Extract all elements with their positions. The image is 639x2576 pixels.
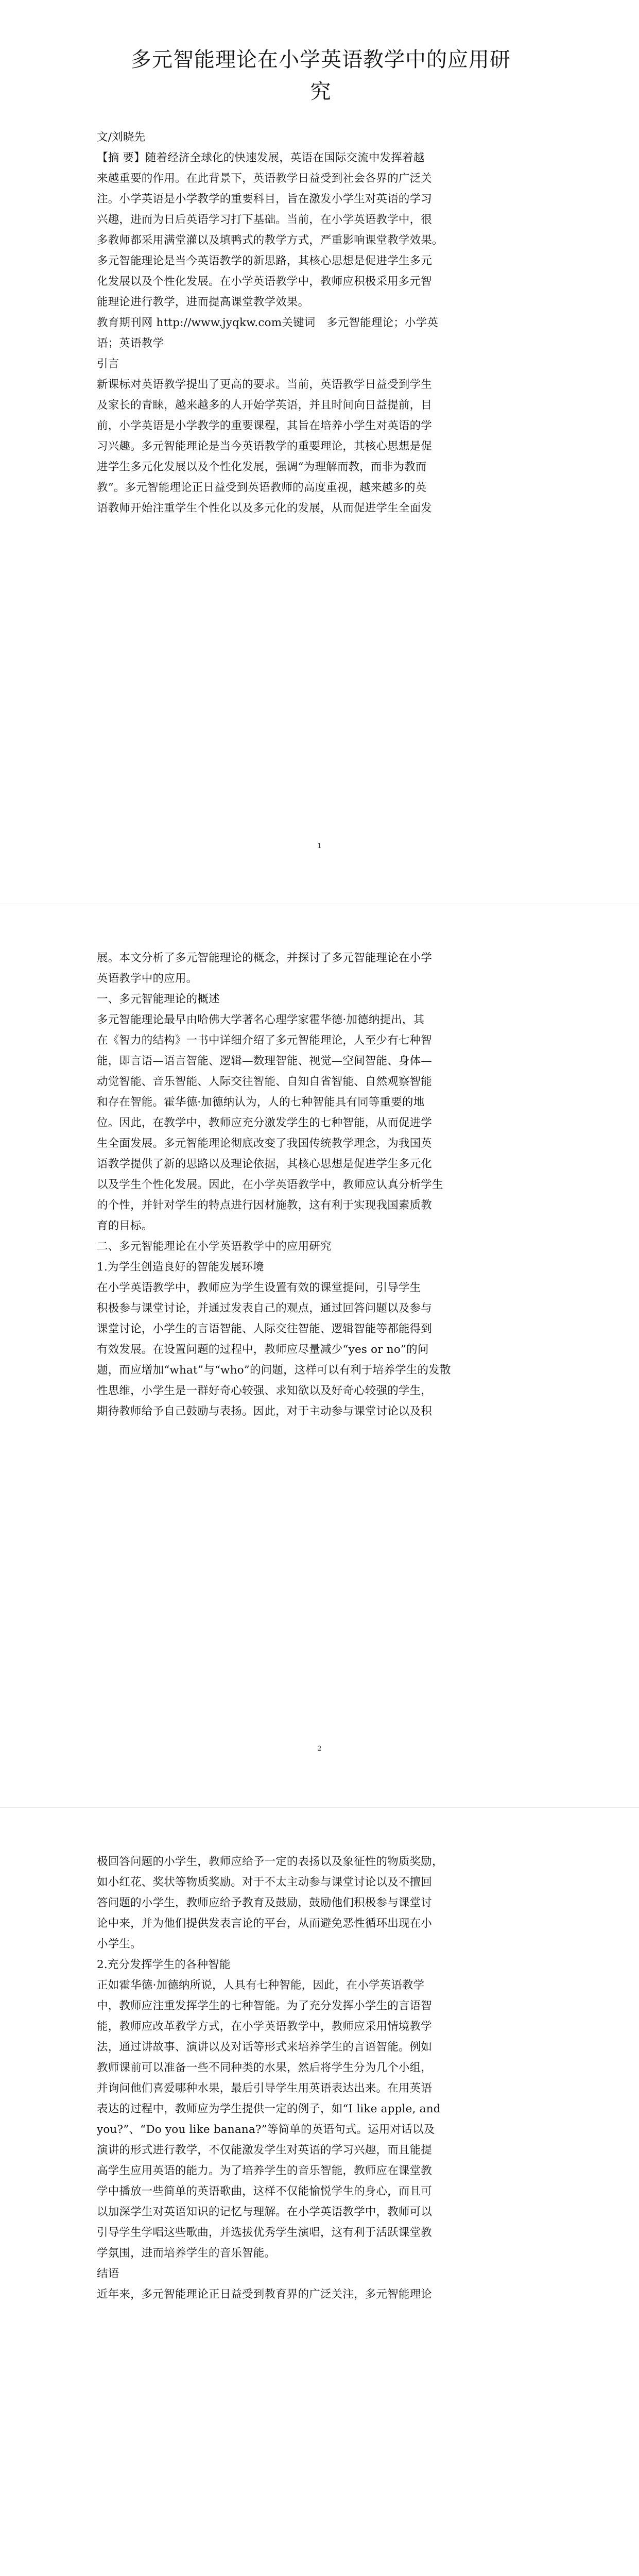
abstract <box>97 148 545 354</box>
page-3-content <box>97 1852 545 2305</box>
body-line: 中，教师应注重发挥学生的七种智能。为了充分发挥小学生的言语智 <box>97 1999 433 2012</box>
body-line: 并询问他们喜爱哪种水果，最后引导学生用英语表达出来。在用英语 <box>97 2082 433 2095</box>
body-line: 引导学生学唱这些歌曲，并选拔优秀学生演唱，这有利于活跃课堂教 <box>97 2226 433 2239</box>
abstract-line: 化发展以及个性化发展。在小学英语教学中，教师应积极采用多元智 <box>97 275 433 288</box>
page-number: 2 <box>317 1745 322 1753</box>
body-line: 展。本文分析了多元智能理论的概念，并探讨了多元智能理论在小学 <box>97 952 433 964</box>
intro-line: 教”。多元智能理论正日益受到英语教师的高度重视，越来越多的英 <box>97 481 427 494</box>
abstract-line: 注。小学英语是小学教学的重要科目，旨在激发小学生对英语的学习 <box>97 193 433 206</box>
intro-line: 语教师开始注重学生个性化以及多元化的发展，从而促进学生全面发 <box>97 502 433 515</box>
body-line: 极回答问题的小学生，教师应给予一定的表扬以及象征性的物质奖励， <box>97 1855 443 1868</box>
body-line: 学中播放一些简单的英语歌曲，这样不仅能愉悦学生的身心，而且可 <box>97 2185 433 2198</box>
abstract-line: 多元智能理论是当今英语教学的新思路，其核心思想是促进学生多元 <box>97 255 433 267</box>
body-line: 正如霍华德·加德纳所说，人具有七种智能，因此，在小学英语教学 <box>97 1979 425 1992</box>
body-line: 英语教学中的应用。 <box>97 972 198 985</box>
body-line: 性思维，小学生是一群好奇心较强、求知欲以及好奇心较强的学生， <box>97 1384 433 1397</box>
body-line: 生全面发展。多元智能理论彻底改变了我国传统教学理念，为我国英 <box>97 1137 433 1150</box>
body-line: 论中来，并为他们提供发表言论的平台，从而避免恶性循环出现在小 <box>97 1917 433 1930</box>
page-2-content <box>97 948 545 1422</box>
body-line: 如小红花、奖状等物质奖励。对于不太主动参与课堂讨论以及不擅回 <box>97 1876 433 1889</box>
body-line: 小学生。 <box>97 1938 142 1951</box>
intro-line: 进学生多元化发展以及个性化发展，强调“为理解而教，而非为教而 <box>97 461 427 473</box>
title-line-1: 多元智能理论在小学英语教学中的应用研 <box>131 48 511 72</box>
body-line: you?”、“Do you like banana?”等简单的英语句式。运用对话以及 <box>97 2123 435 2136</box>
body-line: 演讲的形式进行教学，不仅能激发学生对英语的学习兴趣，而且能提 <box>97 2144 433 2157</box>
abstract-line: 语；英语教学 <box>97 337 164 350</box>
intro-line: 习兴趣。多元智能理论是当今英语教学的重要理论，其核心思想是促 <box>97 440 433 453</box>
intro-line: 前，小学英语是小学教学的重要课程，其旨在培养小学生对英语的学 <box>97 419 433 432</box>
body-line: 学氛围，进而培养学生的音乐智能。 <box>97 2247 276 2260</box>
author-byline: 文/刘晓先 <box>97 131 146 144</box>
body-line: 二、多元智能理论在小学英语教学中的应用研究 <box>97 1240 332 1253</box>
intro-heading: 引言 <box>97 358 119 370</box>
body-line: 以加深学生对英语知识的记忆与理解。在小学英语教学中，教师可以 <box>97 2206 433 2218</box>
body-line: 以及学生个性化发展。因此，在小学英语教学中，教师应认真分析学生 <box>97 1178 443 1191</box>
intro-line: 及家长的青睐，越来越多的人开始学英语，并且时间向日益提前，目 <box>97 399 433 412</box>
body-line: 表达的过程中，教师应为学生提供一定的例子，如“I like apple, and <box>97 2103 441 2115</box>
abstract-line: 兴趣，进而为日后英语学习打下基础。当前，在小学英语教学中，很 <box>97 213 433 226</box>
abstract-line: 【摘 要】随着经济全球化的快速发展，英语在国际交流中发挥着越 <box>97 151 425 164</box>
abstract-line: 来越重要的作用。在此背景下，英语教学日益受到社会各界的广泛关 <box>97 172 433 185</box>
abstract-line: 多教师都采用满堂灌以及填鸭式的教学方式，严重影响课堂教学效果。 <box>97 234 443 247</box>
body-line: 的个性，并针对学生的特点进行因材施教，这有利于实现我国素质教 <box>97 1199 433 1212</box>
article-title <box>97 44 545 108</box>
body-line: 能，即言语—语言智能、逻辑—数理智能、视觉—空间智能、身体— <box>97 1055 433 1067</box>
body-line: 期待教师给予自己鼓励与表扬。因此，对于主动参与课堂讨论以及积 <box>97 1405 433 1418</box>
abstract-line: 教育期刊网 http://www.jyqkw.com关键词 多元智能理论；小学英 <box>97 316 439 329</box>
body-line: 高学生应用英语的能力。为了培养学生的音乐智能，教师应在课堂教 <box>97 2164 433 2177</box>
body-line: 答问题的小学生，教师应给予教育及鼓励，鼓励他们积极参与课堂讨 <box>97 1896 433 1909</box>
body-line: 积极参与课堂讨论，并通过发表自己的观点，通过回答问题以及参与 <box>97 1302 433 1315</box>
body-line: 和存在智能。霍华德·加德纳认为，人的七种智能具有同等重要的地 <box>97 1096 425 1109</box>
intro-paragraph <box>97 375 545 519</box>
body-line: 结语 <box>97 2267 119 2280</box>
body-line: 近年来，多元智能理论正日益受到教育界的广泛关注，多元智能理论 <box>97 2288 433 2301</box>
body-line: 动觉智能、音乐智能、人际交往智能、自知自省智能、自然观察智能 <box>97 1075 433 1088</box>
abstract-line: 能理论进行教学，进而提高课堂教学效果。 <box>97 296 309 309</box>
title-line-2: 究 <box>310 80 332 104</box>
body-line: 在小学英语教学中，教师应为学生设置有效的课堂提问，引导学生 <box>97 1281 421 1294</box>
body-line: 语教学提供了新的思路以及理论依据，其核心思想是促进学生多元化 <box>97 1158 433 1171</box>
body-line: 能，教师应改革教学方式，在小学英语教学中，教师应采用情境教学 <box>97 2020 433 2033</box>
body-line: 位。因此，在教学中，教师应充分激发学生的七种智能，从而促进学 <box>97 1116 433 1129</box>
page-2 <box>0 904 639 1808</box>
page-1-content <box>97 44 545 519</box>
body-line: 教师课前可以准备一些不同种类的水果，然后将学生分为几个小组， <box>97 2061 433 2074</box>
body-line: 有效发展。在设置问题的过程中，教师应尽量减少“yes or no”的问 <box>97 1343 429 1356</box>
page-3 <box>0 1808 639 2576</box>
body-line: 多元智能理论最早由哈佛大学著名心理学家霍华德·加德纳提出，其 <box>97 1013 425 1026</box>
body-line: 2.充分发挥学生的各种智能 <box>97 1958 231 1971</box>
page-1 <box>0 0 639 904</box>
page-number: 1 <box>317 842 322 850</box>
body-line: 在《智力的结构》一书中详细介绍了多元智能理论，人至少有七种智 <box>97 1034 433 1047</box>
intro-line: 新课标对英语教学提出了更高的要求。当前，英语教学日益受到学生 <box>97 378 433 391</box>
body-line: 育的目标。 <box>97 1219 153 1232</box>
body-line: 法，通过讲故事、演讲以及对话等形式来培养学生的言语智能。例如 <box>97 2041 433 2054</box>
body-line: 课堂讨论，小学生的言语智能、人际交往智能、逻辑智能等都能得到 <box>97 1323 433 1335</box>
body-line: 一、多元智能理论的概述 <box>97 993 220 1006</box>
body-line: 题，而应增加“what”与“who”的问题，这样可以有利于培养学生的发散 <box>97 1364 451 1377</box>
body-line: 1.为学生创造良好的智能发展环境 <box>97 1261 264 1274</box>
